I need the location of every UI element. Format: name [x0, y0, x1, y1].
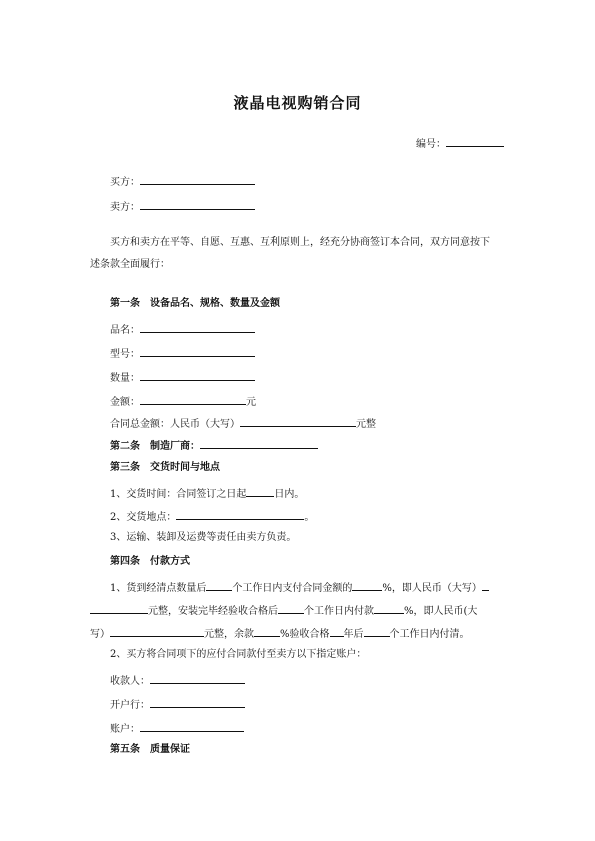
warranty-years-blank — [330, 625, 344, 637]
article-2-number: 第二条 — [110, 441, 140, 452]
article-1-title: 设备品名、规格、数量及金额 — [150, 298, 280, 309]
delivery-place-label: 2、交货地点： — [110, 512, 177, 523]
quantity-blank — [140, 369, 255, 381]
contract-number-label: 编号： — [416, 139, 446, 150]
article-5-number: 第五条 — [110, 744, 140, 755]
payment-line-3 — [90, 625, 470, 642]
acceptance-days-blank — [278, 602, 304, 614]
payment-line-2 — [90, 602, 477, 619]
article-4-title: 付款方式 — [150, 556, 190, 567]
article-1-number: 第一条 — [110, 298, 140, 309]
payment-text: 个工作日内支付合同金额的 — [232, 583, 353, 594]
acceptance-percent-blank — [374, 602, 404, 614]
total-amount-row — [110, 415, 376, 432]
acceptance-rmb-blank — [110, 625, 204, 637]
payment-rmb-blank-cont — [90, 602, 148, 614]
amount-row — [110, 393, 256, 410]
payment-line-1 — [110, 579, 489, 596]
delivery-place-blank — [176, 508, 304, 520]
account-row — [110, 720, 244, 737]
article-4-heading — [110, 555, 190, 569]
product-name-label: 品名： — [110, 325, 140, 336]
article-2-title: 制造厂商： — [150, 441, 200, 452]
product-name-row — [110, 321, 255, 338]
total-amount-unit: 元整 — [356, 419, 376, 430]
delivery-time-suffix: 日内。 — [274, 489, 305, 500]
buyer-blank — [140, 173, 255, 185]
payment-text: 个工作日内付清。 — [389, 629, 470, 640]
article-1-heading — [110, 297, 280, 311]
amount-unit: 元 — [246, 397, 256, 408]
product-name-blank — [140, 321, 255, 333]
payment-text: %验收合格 — [280, 629, 330, 640]
quantity-row — [110, 369, 255, 386]
intro-line-1: 买方和卖方在平等、自愿、互惠、互利原则上，经充分协商签订本合同，双方同意按下 — [110, 237, 490, 248]
payment-text: 年后 — [343, 629, 364, 640]
contract-number-row — [416, 135, 504, 152]
article-2-heading — [110, 437, 318, 454]
balance-percent-blank — [254, 625, 280, 637]
delivery-place-suffix: 。 — [304, 512, 315, 523]
payment-rmb-blank — [482, 579, 489, 591]
seller-label: 卖方： — [110, 202, 140, 213]
model-label: 型号： — [110, 349, 140, 360]
article-4-number: 第四条 — [110, 556, 140, 567]
balance-days-blank — [364, 625, 390, 637]
intro-line-2: 述条款全面履行： — [90, 259, 170, 270]
payee-row — [110, 672, 245, 689]
seller-blank — [140, 198, 255, 210]
payment-text: 个工作日内付款 — [304, 606, 374, 617]
account-blank — [140, 720, 244, 732]
payment-percent-blank — [352, 579, 382, 591]
model-row — [110, 345, 255, 362]
transport-clause: 3、运输、装卸及运费等责任由卖方负责。 — [110, 532, 297, 543]
total-amount-blank — [240, 415, 356, 427]
delivery-days-blank — [246, 485, 274, 497]
model-blank — [140, 345, 255, 357]
bank-label: 开户行： — [110, 700, 150, 711]
contract-number-blank — [446, 135, 504, 147]
quantity-label: 数量： — [110, 373, 140, 384]
bank-blank — [150, 696, 245, 708]
payment-text: 1、货到经清点数量后 — [110, 583, 207, 594]
bank-row — [110, 696, 245, 713]
payment-text: %，即人民币(大 — [404, 606, 478, 617]
payment-text: 元整，余款 — [204, 629, 254, 640]
account-label: 账户： — [110, 724, 140, 735]
buyer-row — [110, 173, 255, 190]
payee-blank — [150, 672, 245, 684]
article-5-heading — [110, 743, 190, 757]
delivery-place-row — [110, 508, 314, 525]
payment-text: 元整，安装完毕经验收合格后 — [148, 606, 278, 617]
payee-label: 收款人： — [110, 676, 150, 687]
payment-days-blank — [206, 579, 232, 591]
seller-row — [110, 198, 255, 215]
amount-blank — [140, 393, 246, 405]
article-5-title: 质量保证 — [150, 744, 190, 755]
article-3-heading — [110, 461, 220, 475]
payment-text: %，即人民币（大写） — [382, 583, 482, 594]
delivery-time-label: 1、交货时间：合同签订之日起 — [110, 489, 247, 500]
page-title: 液晶电视购销合同 — [233, 94, 362, 112]
amount-label: 金额： — [110, 397, 140, 408]
payment-account-clause: 2、买方将合同项下的应付合同款付至卖方以下指定账户： — [110, 649, 367, 660]
delivery-time-row — [110, 485, 304, 502]
article-3-number: 第三条 — [110, 462, 140, 473]
article-3-title: 交货时间与地点 — [150, 462, 220, 473]
total-amount-label: 合同总金额：人民币（大写） — [110, 419, 240, 430]
payment-text: 写） — [90, 629, 110, 640]
buyer-label: 买方： — [110, 177, 140, 188]
manufacturer-blank — [200, 437, 318, 449]
